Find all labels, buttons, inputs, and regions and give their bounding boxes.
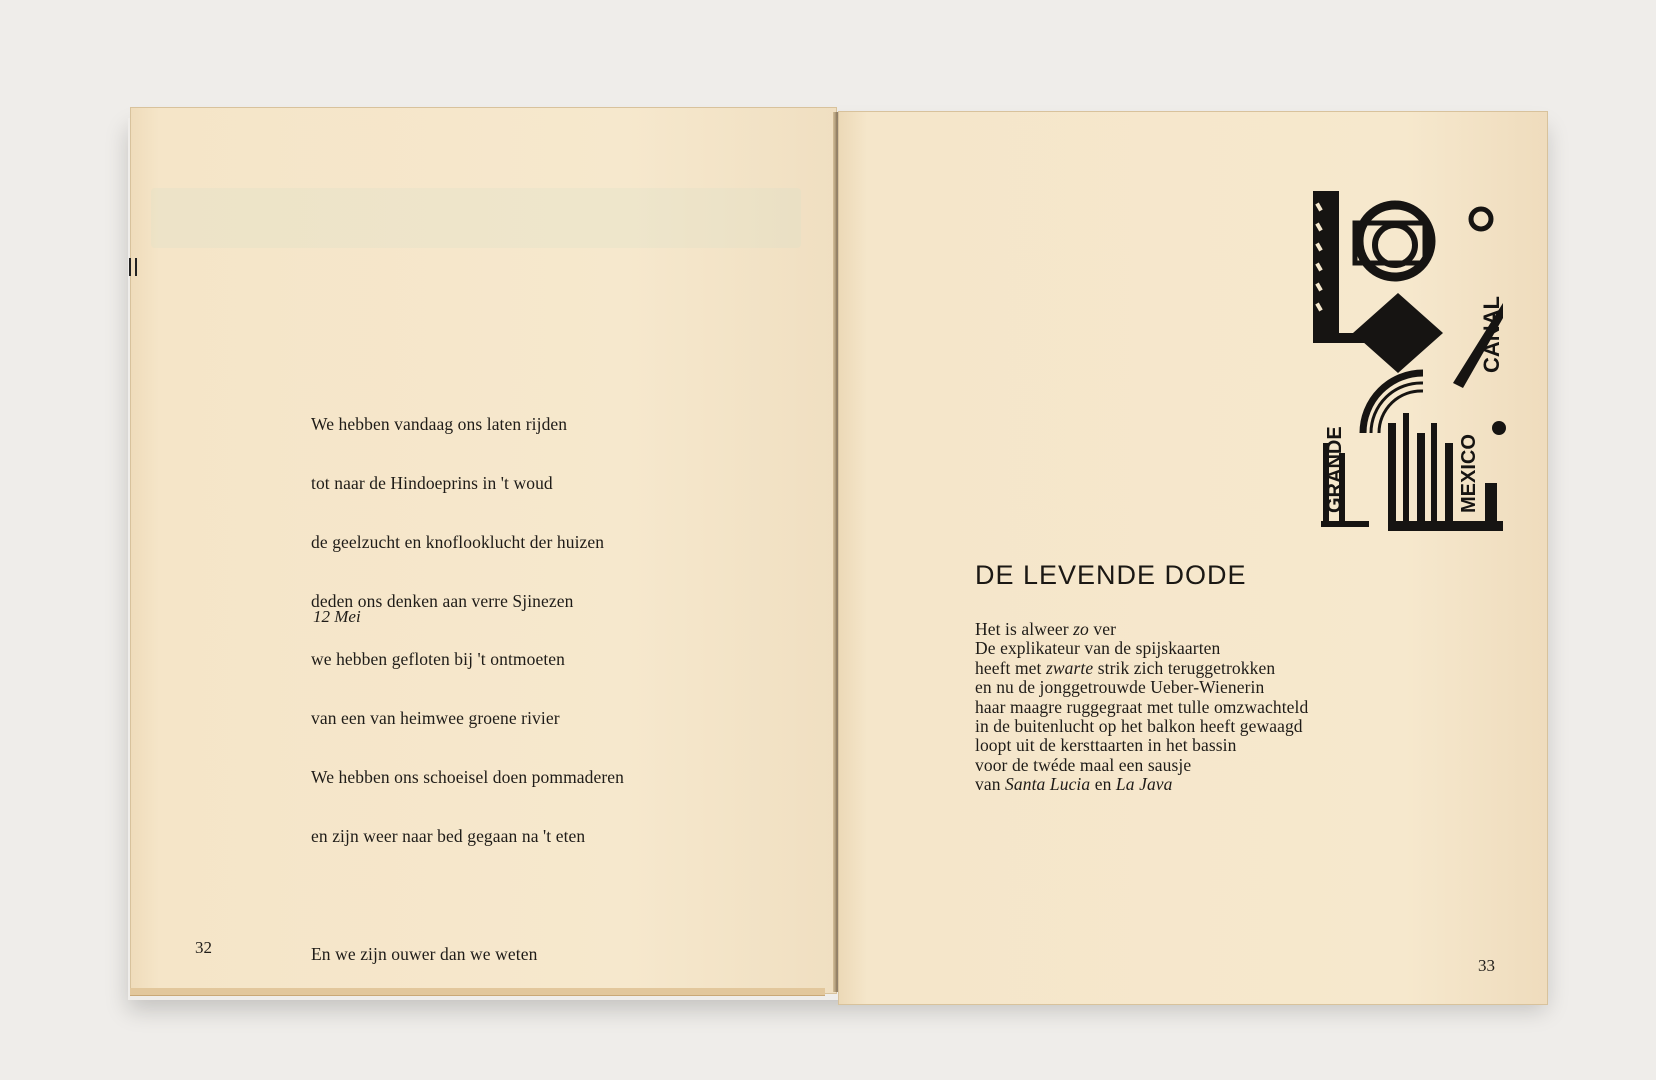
left-page-edge (130, 988, 825, 996)
poem-line (975, 639, 1308, 658)
poem-line (975, 756, 1308, 775)
text-run: loopt uit de kersttaarten in het bassin (975, 735, 1237, 756)
poem-line: we hebben gefloten bij 't ontmoeten (311, 649, 566, 670)
poem-line: We hebben vandaag ons laten rijden (311, 414, 568, 435)
poem-line (975, 736, 1308, 755)
illustration-word-mexico: MEXICO (1458, 434, 1480, 513)
poem-line: We hebben ons schoeisel doen pommaderen (311, 766, 625, 787)
text-run: van (975, 774, 1006, 795)
text-run: De explikateur van de spijskaarten (975, 638, 1221, 659)
page-edge-mark (129, 258, 137, 276)
show-through-stain (151, 188, 801, 248)
right-poem (975, 620, 1308, 795)
illustration-word-canal: CANAL (1479, 296, 1504, 373)
italic-text: zwarte (1045, 657, 1094, 678)
text-run: ver (1088, 619, 1116, 639)
poem-line: van een van heimwee groene rivier (311, 708, 560, 729)
closing-line: En we zijn ouwer dan we weten (311, 943, 538, 964)
illustration-diamond (1353, 293, 1443, 373)
text-run: voor de twéde maal een sausje (975, 754, 1192, 775)
illustration-word-grande: GRANDE (1324, 426, 1346, 513)
woodcut-illustration (1303, 183, 1515, 535)
italic-text: Santa Lucia (1005, 774, 1091, 795)
text-run: en (1090, 774, 1116, 795)
poem-line: tot naar de Hindoeprins in 't woud (311, 472, 553, 493)
stanza-gap (311, 885, 624, 905)
right-page (838, 111, 1548, 1005)
poem-line (975, 678, 1308, 697)
text-run: en nu de jonggetrouwde Ueber-Wienerin (975, 677, 1265, 698)
page-number-right: 33 (1478, 956, 1495, 975)
italic-text: La Java (1115, 774, 1173, 795)
page-number-left: 32 (195, 938, 212, 957)
text-run: in de buitenlucht op het balkon heeft gewaagd (975, 716, 1303, 737)
poem-date: 12 Mei (313, 607, 361, 626)
text-run: haar maagre ruggegraat met tulle omzwachteld (975, 696, 1309, 717)
poem-line: deden ons denken aan verre Sjinezen (311, 590, 574, 611)
text-run: strik zich teruggetrokken (1093, 657, 1276, 678)
poem-line (975, 717, 1308, 736)
poem-line (975, 620, 1308, 639)
poem-title: DE LEVENDE DODE (975, 560, 1247, 590)
left-page (130, 107, 837, 994)
poem-line: en zijn weer naar bed gegaan na 't eten (311, 825, 586, 846)
left-poem (311, 376, 624, 1003)
poem-line (975, 659, 1308, 678)
text-run: Het is alweer (975, 619, 1074, 639)
poem-line: de geelzucht en knoflooklucht der huizen (311, 531, 605, 552)
poem-line (975, 775, 1308, 794)
italic-text: zo (1073, 619, 1089, 639)
poem-line (975, 698, 1308, 717)
text-run: heeft met (975, 657, 1046, 678)
